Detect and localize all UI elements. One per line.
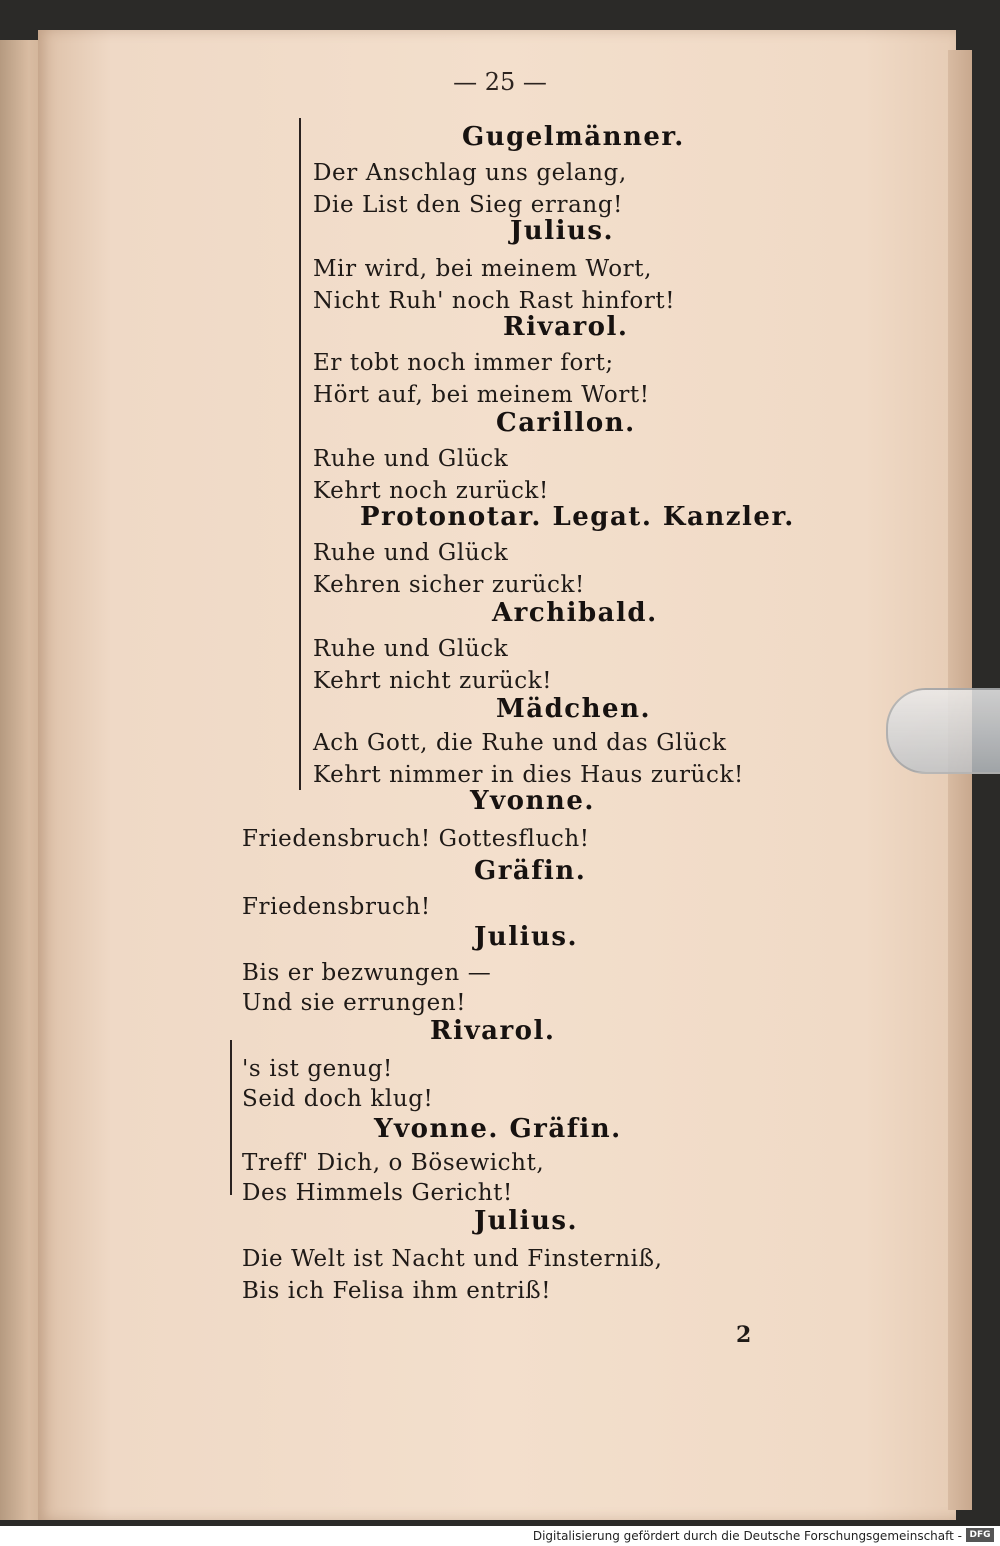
speaker-name: Rivarol. — [430, 1016, 556, 1046]
page-clip — [886, 688, 1000, 774]
verse-line: Mir wird, bei meinem Wort, — [313, 256, 652, 282]
verse-line: Kehrt nicht zurück! — [313, 668, 553, 694]
verse-line: Der Anschlag uns gelang, — [313, 160, 627, 186]
verse-line: Die Welt ist Nacht und Finsterniß, — [242, 1246, 663, 1272]
verse-line: Ruhe und Glück — [313, 446, 509, 472]
speaker-name: Carillon. — [496, 408, 636, 438]
speaker-name: Julius. — [510, 216, 615, 246]
verse-line: Ach Gott, die Ruhe und das Glück — [313, 730, 727, 756]
speaker-name: Rivarol. — [503, 312, 629, 342]
speaker-name: Mädchen. — [496, 694, 652, 724]
speaker-name: Archibald. — [492, 598, 658, 628]
page-number: — 25 — — [453, 68, 547, 96]
verse-line: Des Himmels Gericht! — [242, 1180, 513, 1206]
page-stack-edge — [948, 50, 972, 1510]
verse-line: Ruhe und Glück — [313, 540, 509, 566]
speaker-name: Gräfin. — [474, 856, 587, 886]
speaker-name: Gugelmänner. — [462, 122, 685, 152]
bracket-upper — [299, 118, 301, 790]
verse-line: Kehrt noch zurück! — [313, 478, 549, 504]
verse-line: Kehrt nimmer in dies Haus zurück! — [313, 762, 744, 788]
speaker-name: Julius. — [474, 922, 579, 952]
footer-bar — [0, 1526, 1000, 1546]
signature-mark: 2 — [736, 1322, 752, 1348]
dfg-logo-icon: DFG — [966, 1528, 994, 1542]
verse-line: Er tobt noch immer fort; — [313, 350, 614, 376]
verse-line: Friedensbruch! — [242, 894, 431, 920]
verse-line: Hört auf, bei meinem Wort! — [313, 382, 650, 408]
verse-line: Treff' Dich, o Bösewicht, — [242, 1150, 545, 1176]
verse-line: Ruhe und Glück — [313, 636, 509, 662]
verse-line: Bis ich Felisa ihm entriß! — [242, 1278, 552, 1304]
verse-line: Und sie errungen! — [242, 990, 467, 1016]
speaker-name: Yvonne. Gräfin. — [374, 1114, 622, 1144]
verse-line: 's ist genug! — [242, 1056, 393, 1082]
verse-line: Nicht Ruh' noch Rast hinfort! — [313, 288, 676, 314]
verse-line: Seid doch klug! — [242, 1086, 434, 1112]
speaker-name: Protonotar. Legat. Kanzler. — [360, 502, 795, 532]
speaker-name: Julius. — [474, 1206, 579, 1236]
verse-line: Friedensbruch! Gottesfluch! — [242, 826, 590, 852]
verse-line: Kehren sicher zurück! — [313, 572, 585, 598]
speaker-name: Yvonne. — [470, 786, 595, 816]
verse-line: Die List den Sieg errang! — [313, 192, 624, 218]
bracket-lower — [230, 1040, 232, 1195]
funding-notice: Digitalisierung gefördert durch die Deutsche Forschungsgemeinschaft - — [532, 1529, 962, 1543]
verse-line: Bis er bezwungen — — [242, 960, 492, 986]
